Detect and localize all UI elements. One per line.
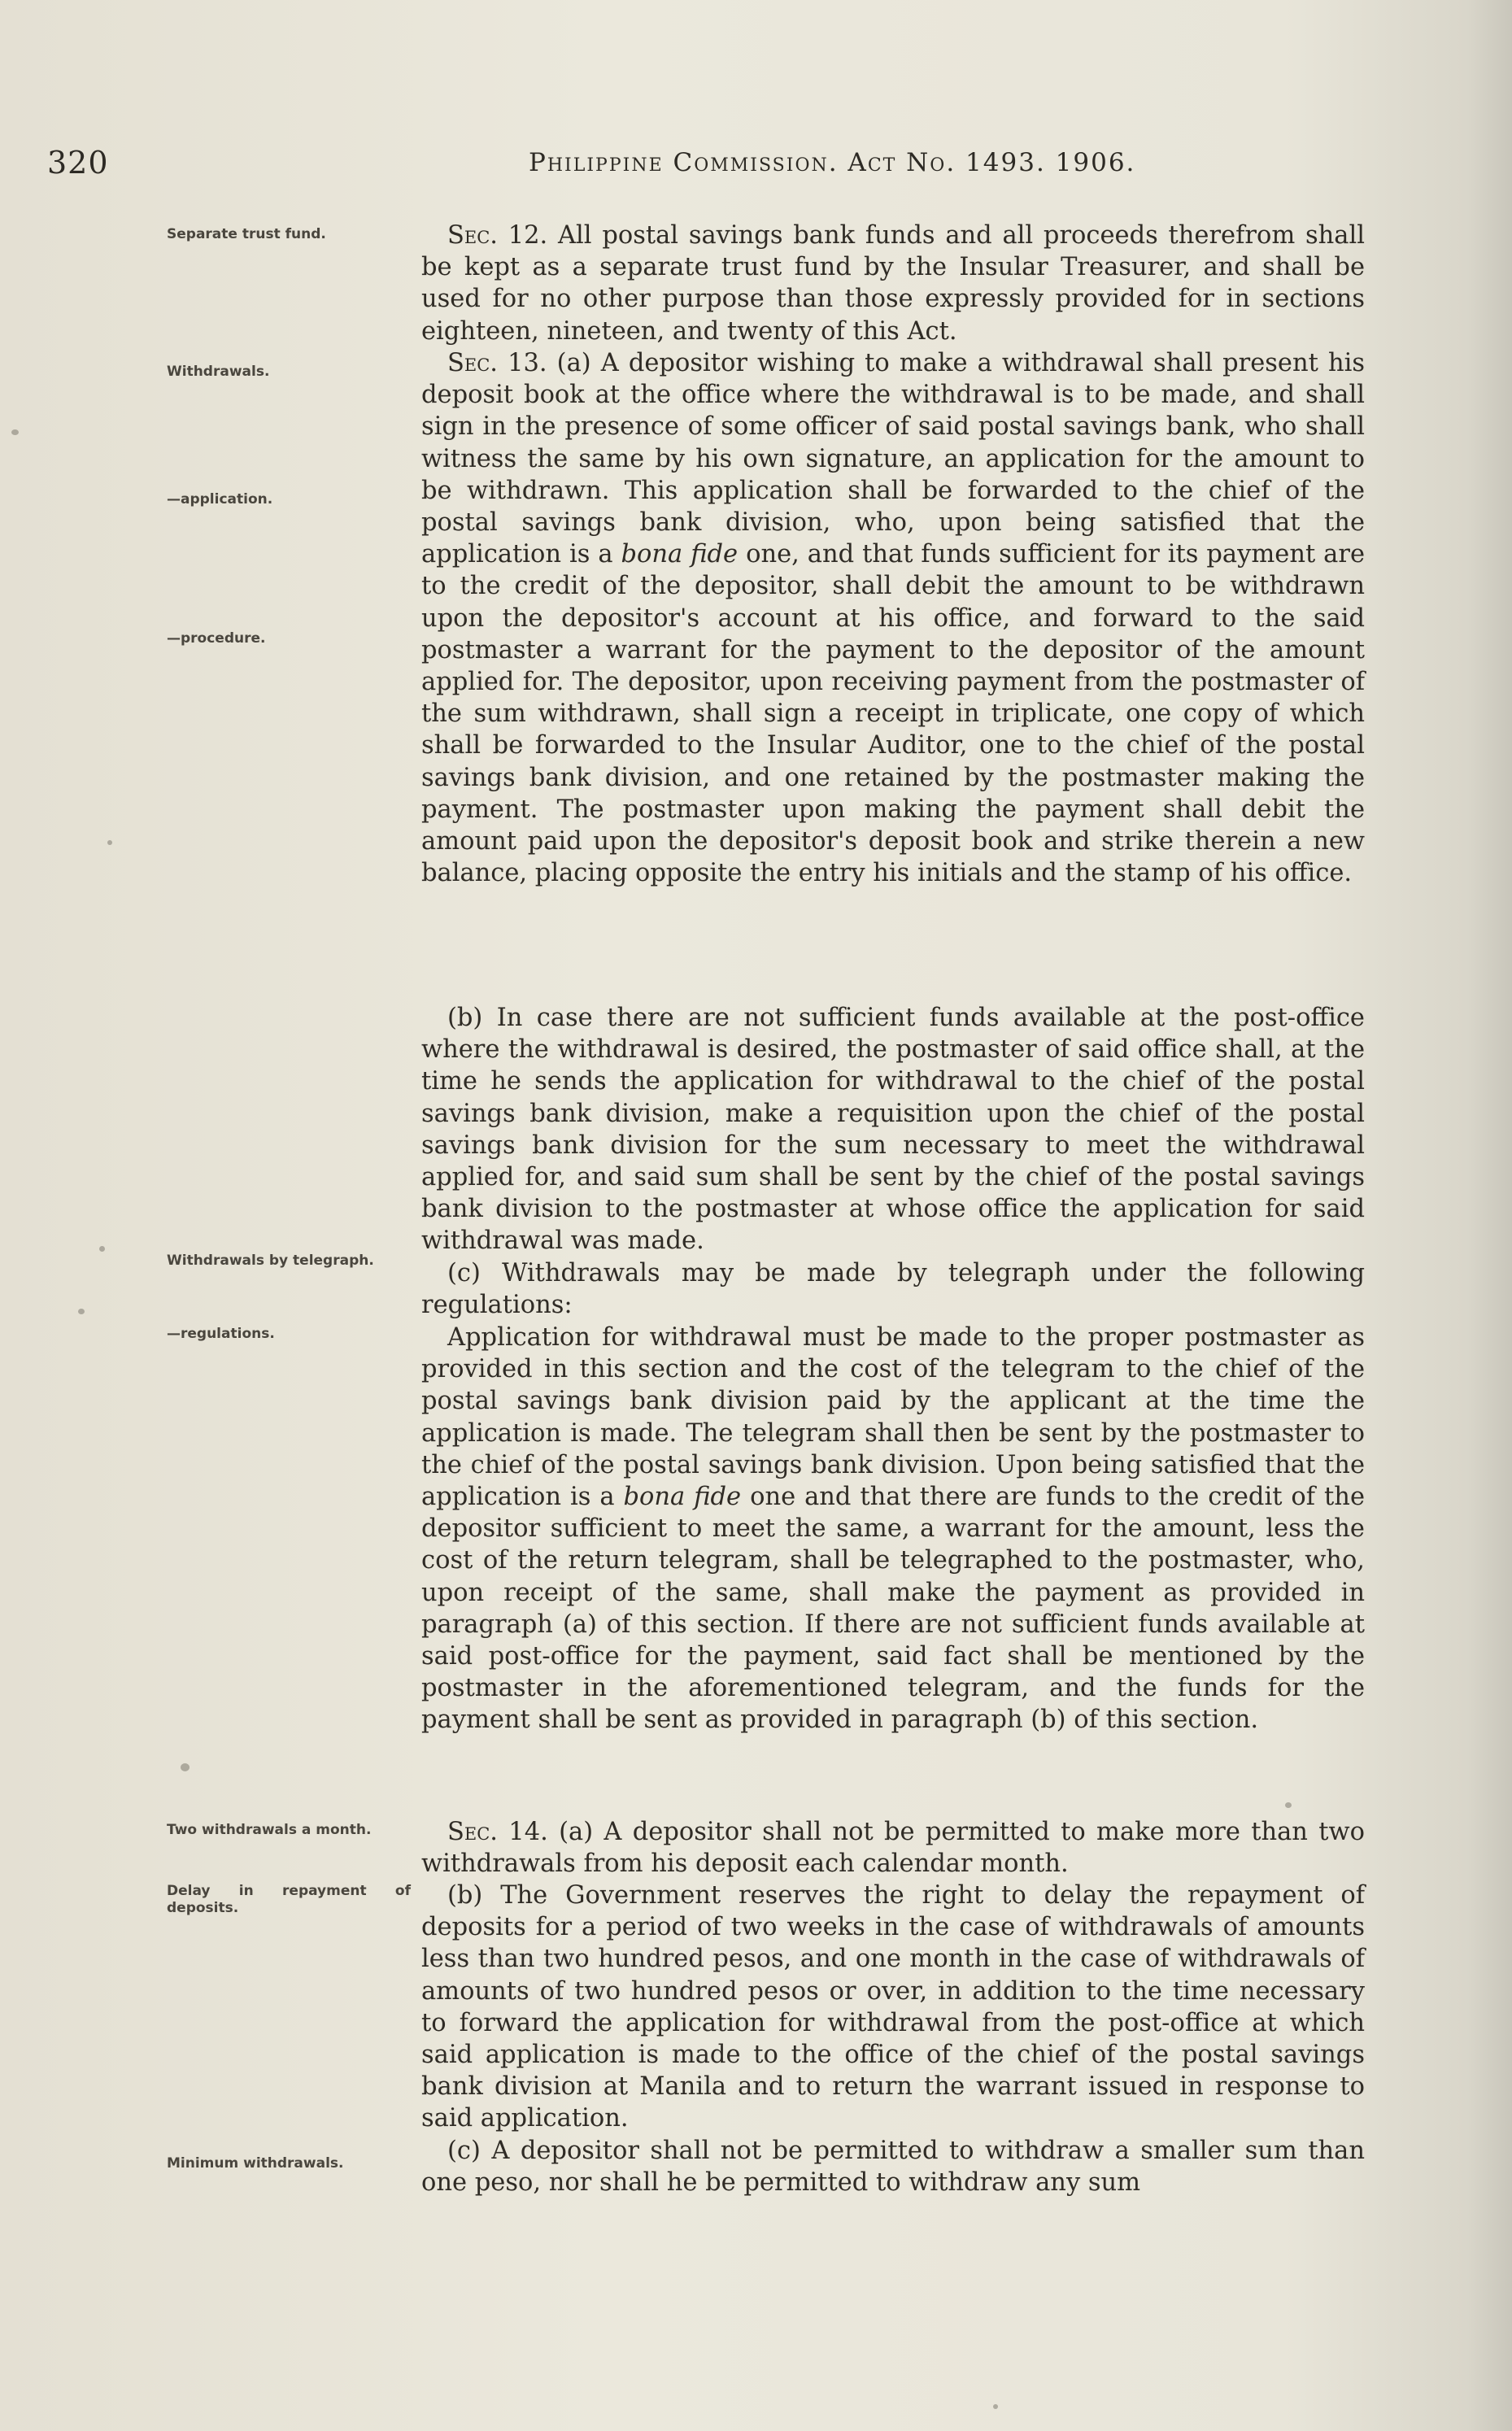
margin-note-withdrawals-by-telegraph: Withdrawals by telegraph. [167,1253,374,1269]
paragraph-text: A depositor shall not be permitted to make more than two withdrawals from his deposit each calendar month. [421,1818,1365,1879]
section-number: Sec. 13. [447,349,547,377]
paragraph-sec-14-c [421,2135,1365,2198]
scan-speck [181,1763,190,1771]
paragraph-text: A depositor shall not be permitted to withdraw a smaller sum than one peso, nor shall he be permitted to withdraw any sum [421,2137,1366,2198]
paragraph-sec-13-b [421,1002,1365,1257]
scan-speck [107,840,112,845]
margin-note-procedure: —procedure. [167,630,266,647]
running-head: Philippine Commission. Act No. 1493. 1906. [529,148,1136,177]
margin-note-application: —application. [167,491,273,508]
paragraph-label: (b) [447,1881,483,1910]
paragraph-text: one and that there are funds to the credit of the depositor sufficient to meet the same, a warrant for the amount, less the cost of the return telegram, shall be telegraphed to the postmaster, who, upon receipt of the same, shall make the payment as provided in paragraph (a) of this section. If there are not sufficient funds available at said post-office for the payment, said fact shall be mentioned by the postmaster in the aforementioned telegram, and the funds for the payment shall be sent as provided in paragraph (b) of this section. [421,1483,1365,1735]
margin-note-withdrawals: Withdrawals. [167,364,270,380]
paragraph-sec-12 [421,220,1365,347]
paragraph-text: All postal savings bank funds and all proceeds therefrom shall be kept as a separate trust fund by the Insular Treasurer, and shall be used for no other purpose than those expressly provided for in sections eighteen, nineteen, and twenty of this Act. [421,221,1365,346]
scan-speck [1285,1802,1292,1808]
paragraph-label: (a) [556,349,591,377]
paragraph-sec-13-a [421,347,1365,889]
paragraph-label: (c) [447,2137,481,2165]
page-number: 320 [47,145,109,181]
scan-speck [11,429,19,435]
paragraph-text: A depositor wishing to make a withdrawal shall present his deposit book at the office where the withdrawal is to be made, and shall sign in the presence of some officer of said postal savings bank, who shall witness the same by his own signature, an application for the amount to be withdrawn. This application shall be forwarded to the chief of the postal savings bank division, who, upon being satisfied that the application is a [421,349,1365,569]
paragraph-text: Withdrawals may be made by telegraph under the following regulations: [421,1259,1365,1320]
paragraph-text: The Government reserves the right to delay the repayment of deposits for a period of two weeks in the case of withdrawals of amounts less than two hundred pesos, and one month in the case of withdrawals of amounts of two hundred pesos or over, in addition to the time necessary to forward the application for withdrawal from the post-office at which said application is made to the office of the chief of the postal savings bank division at Manila and to return the warrant issued in response to said application. [421,1881,1365,2133]
paragraph-sec-13-c [421,1257,1365,1321]
margin-note-separate-trust-fund: Separate trust fund. [167,226,326,242]
scan-speck [78,1309,85,1314]
page-header [0,145,1512,194]
paragraph-label: (c) [447,1259,481,1287]
latin-term: bona fide [623,1483,742,1512]
paragraph-text: In case there are not sufficient funds available at the post-office where the withdrawal is desired, the postmaster of said office shall, at the time he sends the application for withdrawal to the chief of the postal savings bank division, make a requisition upon the chief of the postal savings bank division for the sum necessary to meet the withdrawal applied for, and said sum shall be sent by the chief of the postal savings bank division to the postmaster at whose office the application for said withdrawal was made. [421,1004,1365,1256]
paragraph-regulations [421,1322,1365,1736]
scan-speck [99,1246,105,1252]
margin-note-minimum-withdrawals: Minimum withdrawals. [167,2155,344,2172]
latin-term: bona fide [621,540,739,569]
section-number: Sec. 14. [447,1818,548,1846]
margin-note-delay-in-repayment: Delay in repayment of deposits. [167,1883,411,1916]
paragraph-sec-14-a [421,1816,1365,1880]
margin-note-two-withdrawals: Two withdrawals a month. [167,1822,372,1838]
paragraph-label: (a) [559,1818,594,1846]
scan-speck [993,2404,998,2409]
paragraph-sec-14-b [421,1880,1365,2135]
section-number: Sec. 12. [447,221,548,250]
paragraph-text: Application for withdrawal must be made to the proper postmaster as provided in this section and the cost of the telegram to the chief of the postal savings bank division paid by the applicant at the time the application is made. The telegram shall then be sent by the postmaster to the chief of the postal savings bank division. Upon being satisfied that the application is a [421,1323,1365,1512]
paragraph-label: (b) [447,1004,483,1032]
paragraph-text: one, and that funds sufficient for its payment are to the credit of the depositor, shall debit the amount to be withdrawn upon the depositor's account at his office, and forward to the said postmaster a warrant for the payment to the depositor of the amount applied for. The depositor, upon receiving payment from the postmaster of the sum withdrawn, shall sign a receipt in triplicate, one copy of which shall be forwarded to the Insular Auditor, one to the chief of the postal savings bank division, and one retained by the postmaster making the payment. The postmaster upon making the payment shall debit the amount paid upon the depositor's deposit book and strike therein a new balance, placing opposite the entry his initials and the stamp of his office. [421,540,1365,888]
margin-note-regulations: —regulations. [167,1326,275,1342]
